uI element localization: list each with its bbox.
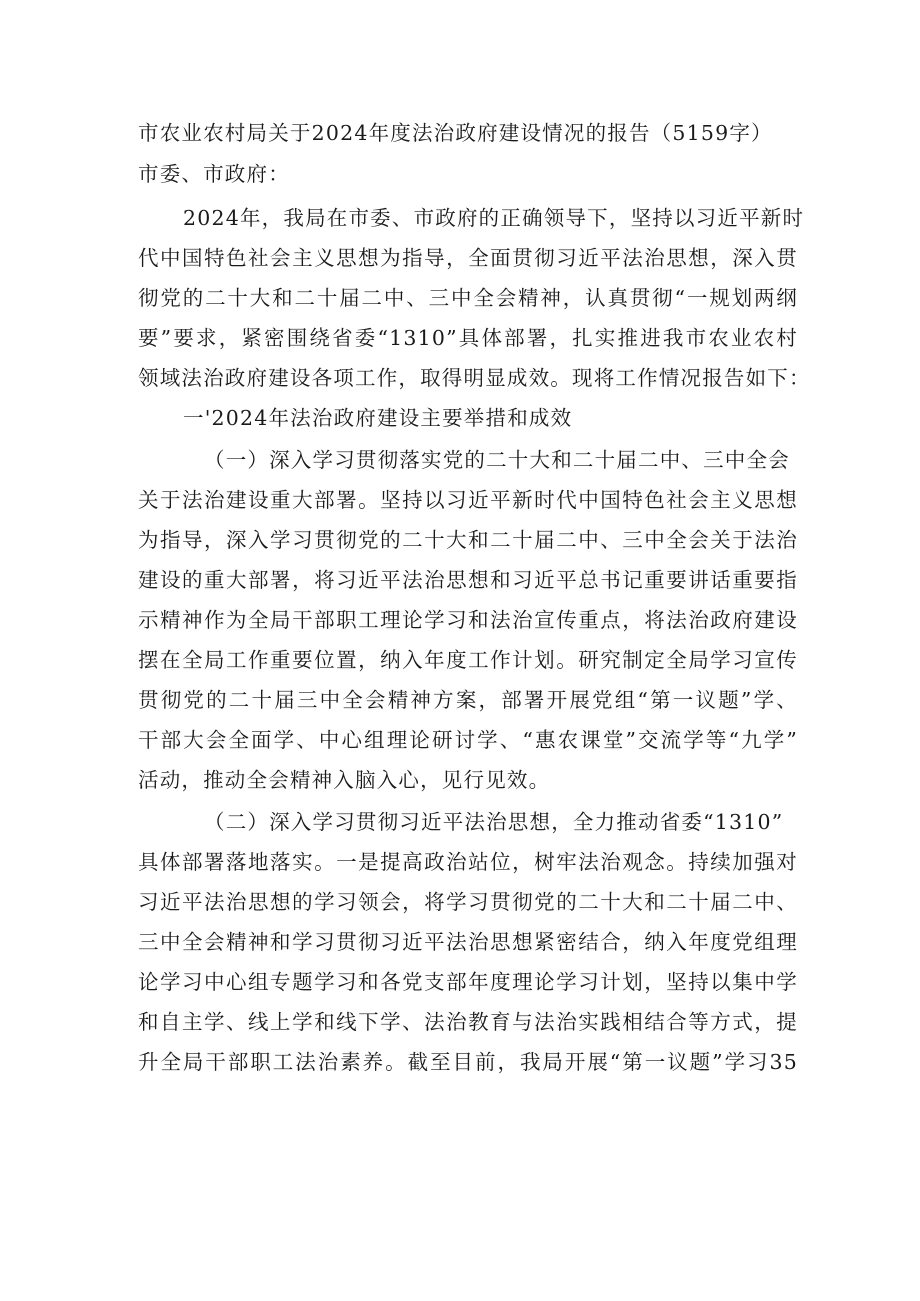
paragraph-line: （一）深入学习贯彻落实党的二十大和二十届二中、三中全会 [204,448,790,472]
subsection-two-paragraph [138,802,798,1082]
paragraph-line: 习近平法治思想的学习领会，将学习贯彻党的二十大和二十届二中、 [138,890,798,914]
paragraph-line: 论学习中心组专题学习和各党支部年度理论学习计划，坚持以集中学 [138,970,798,994]
paragraph-line: 2024年，我局在市委、市政府的正确领导下，坚持以习近平新时 [183,206,805,230]
document-title: 市农业农村局关于2024年度法治政府建设情况的报告（5159字） [138,121,773,145]
paragraph-line: 摆在全局工作重要位置，纳入年度工作计划。研究制定全局学习宣传 [138,648,798,672]
paragraph-line: 活动，推动全会精神入脑入心，见行见效。 [138,768,551,792]
paragraph-line: 贯彻党的二十届三中全会精神方案，部署开展党组“第一议题”学、 [138,688,798,712]
paragraph-line: 具体部署落地落实。一是提高政治站位，树牢法治观念。持续加强对 [138,850,798,874]
document-body [138,113,811,1082]
paragraph-line: 关于法治建设重大部署。坚持以习近平新时代中国特色社会主义思想 [138,488,798,512]
paragraph-line: 代中国特色社会主义思想为指导，全面贯彻习近平法治思想，深入贯 [138,246,798,270]
salutation: 市委、市政府： [138,162,290,186]
paragraph-line: 干部大会全面学、中心组理论研讨学、“惠农课堂”交流学等“九学” [138,728,798,752]
paragraph-line: 三中全会精神和学习贯彻习近平法治思想紧密结合，纳入年度党组理 [138,930,798,954]
paragraph-line: 示精神作为全局干部职工理论学习和法治宣传重点，将法治政府建设 [138,608,798,632]
intro-paragraph [138,198,811,398]
paragraph-line: 建设的重大部署，将习近平法治思想和习近平总书记重要讲话重要指 [138,568,798,592]
paragraph-line: 彻党的二十大和二十届二中、三中全会精神，认真贯彻“一规划两纲 [138,286,798,310]
paragraph-line: 升全局干部职工法治素养。截至目前，我局开展“第一议题”学习35 [138,1050,798,1074]
section-heading: 一'2024年法治政府建设主要举措和成效 [183,406,573,430]
subsection-one-paragraph [138,440,798,800]
paragraph-line: （二）深入学习贯彻习近平法治思想，全力推动省委“1310” [204,810,784,834]
paragraph-line: 领域法治政府建设各项工作，取得明显成效。现将工作情况报告如下： [138,366,811,390]
paragraph-line: 和自主学、线上学和线下学、法治教育与法治实践相结合等方式，提 [138,1010,798,1034]
paragraph-line: 要”要求，紧密围绕省委“1310”具体部署，扎实推进我市农业农村 [138,326,798,350]
paragraph-line: 为指导，深入学习贯彻党的二十大和二十届二中、三中全会关于法治 [138,528,798,552]
